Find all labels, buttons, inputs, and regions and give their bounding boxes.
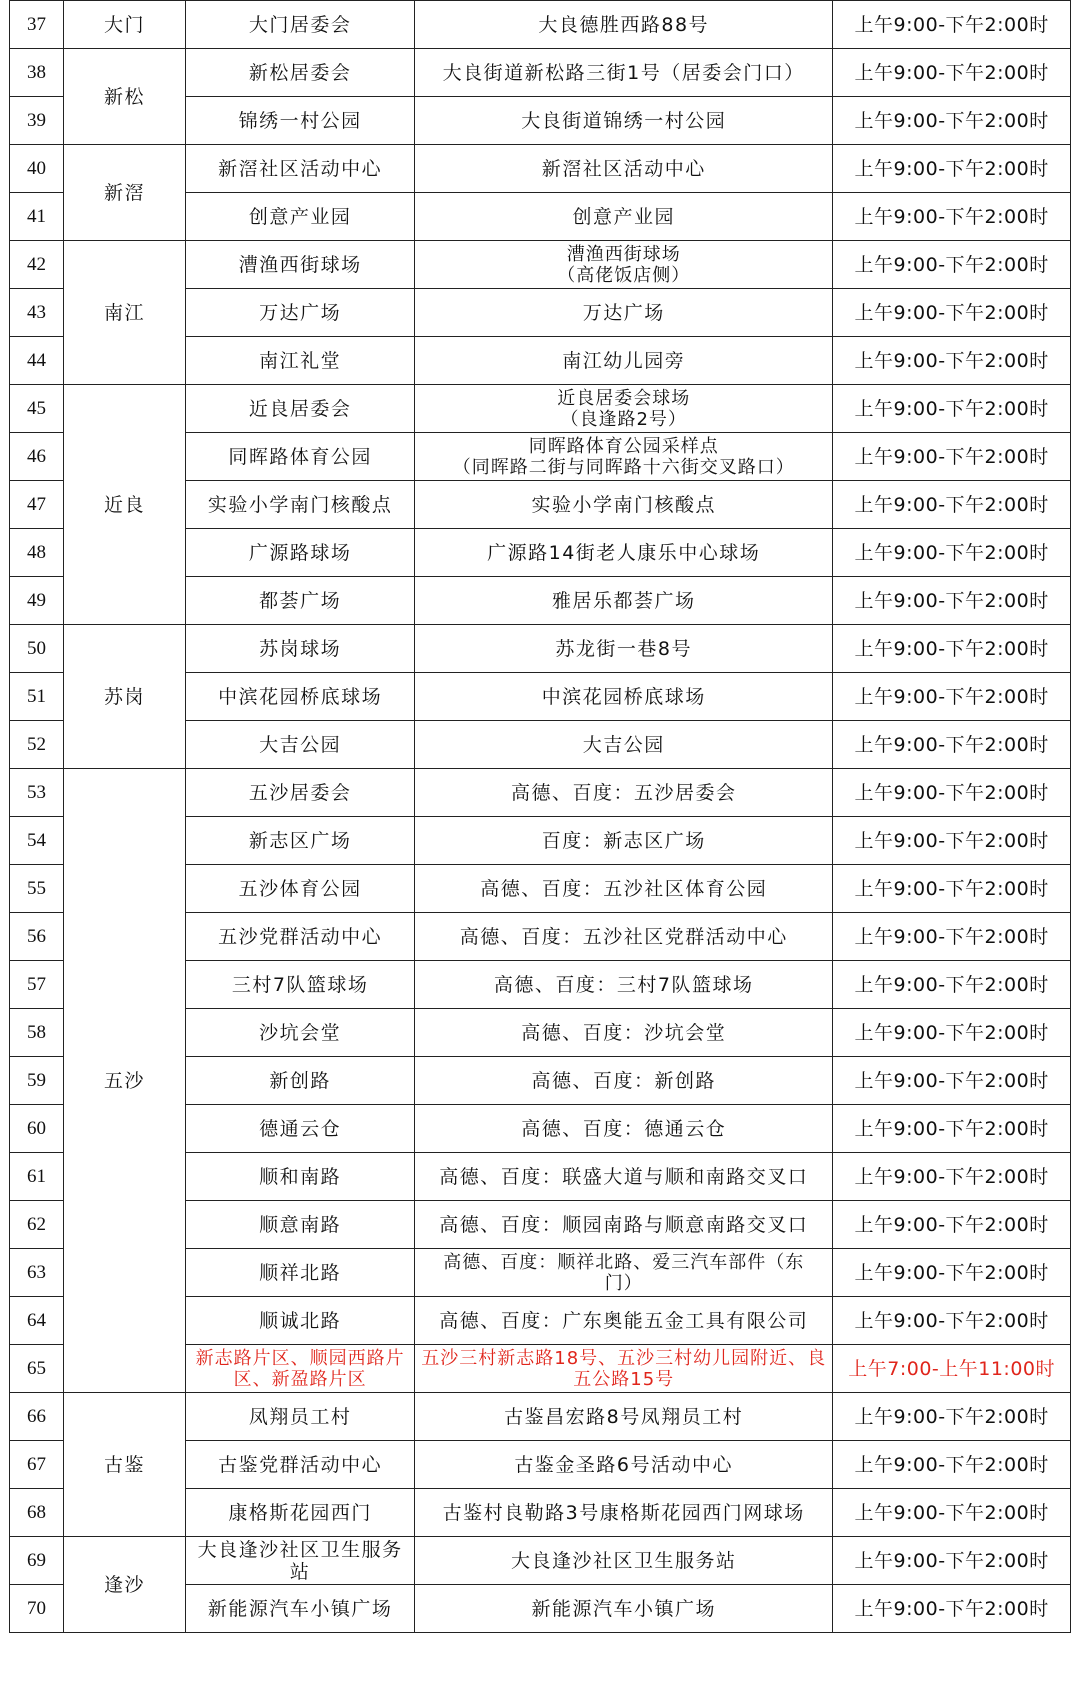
opening-hours-cell: 上午9:00-下午2:00时 <box>833 913 1071 961</box>
site-name-cell: 新志区广场 <box>186 817 415 865</box>
opening-hours-cell: 上午9:00-下午2:00时 <box>833 577 1071 625</box>
opening-hours-cell: 上午9:00-下午2:00时 <box>833 193 1071 241</box>
table-row <box>10 1 1071 49</box>
site-name-cell: 顺祥北路 <box>186 1249 415 1297</box>
table-row <box>10 1537 1071 1585</box>
site-address-cell <box>415 97 833 145</box>
row-number: 57 <box>10 961 64 1009</box>
opening-hours-cell: 上午9:00-下午2:00时 <box>833 1249 1071 1297</box>
address-line: 大良逢沙社区卫生服务站 <box>510 1549 737 1572</box>
area-cell: 古鉴 <box>64 1393 186 1537</box>
row-number: 65 <box>10 1345 64 1393</box>
row-number: 51 <box>10 673 64 721</box>
opening-hours-cell: 上午9:00-下午2:00时 <box>833 1441 1071 1489</box>
opening-hours-cell: 上午9:00-下午2:00时 <box>833 1009 1071 1057</box>
address-line: （高佬饭店侧） <box>557 264 691 286</box>
row-number: 62 <box>10 1201 64 1249</box>
opening-hours-cell: 上午9:00-下午2:00时 <box>833 673 1071 721</box>
area-cell: 逢沙 <box>64 1537 186 1633</box>
opening-hours-cell: 上午9:00-下午2:00时 <box>833 433 1071 481</box>
row-number: 53 <box>10 769 64 817</box>
site-name-cell: 德通云仓 <box>186 1105 415 1153</box>
row-number: 52 <box>10 721 64 769</box>
site-name-cell: 凤翔员工村 <box>186 1393 415 1441</box>
address-line: 高德、百度：顺园南路与顺意南路交叉口 <box>439 1213 809 1236</box>
opening-hours-cell: 上午9:00-下午2:00时 <box>833 1537 1071 1585</box>
address-line: 五沙三村新志路18号、五沙三村幼儿园附近、良五公路15号 <box>421 1347 827 1390</box>
address-line: 大良德胜西路88号 <box>538 13 710 36</box>
site-address-cell <box>415 481 833 529</box>
table-row <box>10 49 1071 97</box>
row-number: 56 <box>10 913 64 961</box>
address-line: 南江幼儿园旁 <box>562 349 686 372</box>
site-address-cell <box>415 1105 833 1153</box>
table-body <box>10 1 1071 1633</box>
area-cell: 新滘 <box>64 145 186 241</box>
row-number: 40 <box>10 145 64 193</box>
row-number: 54 <box>10 817 64 865</box>
site-address-cell <box>415 1393 833 1441</box>
opening-hours-cell: 上午9:00-下午2:00时 <box>833 1201 1071 1249</box>
site-name-cell: 广源路球场 <box>186 529 415 577</box>
table-row <box>10 769 1071 817</box>
address-line: 大良街道新松路三街1号（居委会门口） <box>442 61 805 84</box>
site-address-cell <box>415 913 833 961</box>
site-name-cell: 新创路 <box>186 1057 415 1105</box>
opening-hours-cell: 上午9:00-下午2:00时 <box>833 1585 1071 1633</box>
row-number: 64 <box>10 1297 64 1345</box>
row-number: 39 <box>10 97 64 145</box>
opening-hours-cell: 上午9:00-下午2:00时 <box>833 1 1071 49</box>
address-line: 百度：新志区广场 <box>541 829 706 852</box>
opening-hours-cell: 上午9:00-下午2:00时 <box>833 865 1071 913</box>
site-address-cell <box>415 1489 833 1537</box>
row-number: 60 <box>10 1105 64 1153</box>
site-address-cell <box>415 385 833 433</box>
row-number: 46 <box>10 433 64 481</box>
table-row <box>10 145 1071 193</box>
opening-hours-cell: 上午9:00-下午2:00时 <box>833 961 1071 1009</box>
opening-hours-cell: 上午9:00-下午2:00时 <box>833 1057 1071 1105</box>
site-address-cell <box>415 1057 833 1105</box>
site-address-cell <box>415 1297 833 1345</box>
area-cell: 五沙 <box>64 769 186 1393</box>
opening-hours-cell: 上午9:00-下午2:00时 <box>833 481 1071 529</box>
site-name-cell: 新志路片区、顺园西路片区、新盈路片区 <box>186 1345 415 1393</box>
site-name-cell: 漕渔西街球场 <box>186 241 415 289</box>
address-line: （同晖路二街与同晖路十六街交叉路口） <box>452 456 795 478</box>
address-line: 高德、百度：德通云仓 <box>521 1117 727 1140</box>
row-number: 45 <box>10 385 64 433</box>
address-line: 中滨花园桥底球场 <box>541 685 706 708</box>
address-line: 雅居乐都荟广场 <box>551 589 696 612</box>
address-line: 古鉴昌宏路8号凤翔员工村 <box>504 1405 744 1428</box>
opening-hours-cell: 上午9:00-下午2:00时 <box>833 625 1071 673</box>
opening-hours-cell: 上午9:00-下午2:00时 <box>833 1297 1071 1345</box>
site-address-cell <box>415 1345 833 1393</box>
site-name-cell: 同晖路体育公园 <box>186 433 415 481</box>
site-name-cell: 大吉公园 <box>186 721 415 769</box>
opening-hours-cell: 上午9:00-下午2:00时 <box>833 769 1071 817</box>
row-number: 50 <box>10 625 64 673</box>
address-line: 古鉴村良勒路3号康格斯花园西门网球场 <box>442 1501 805 1524</box>
site-address-cell <box>415 1009 833 1057</box>
site-address-cell <box>415 193 833 241</box>
opening-hours-cell: 上午9:00-下午2:00时 <box>833 1105 1071 1153</box>
opening-hours-cell: 上午7:00-上午11:00时 <box>833 1345 1071 1393</box>
address-line: 高德、百度：三村7队篮球场 <box>493 973 754 996</box>
row-number: 61 <box>10 1153 64 1201</box>
address-line: 门） <box>604 1272 643 1294</box>
site-address-cell <box>415 817 833 865</box>
site-name-cell: 大良逢沙社区卫生服务站 <box>186 1537 415 1585</box>
opening-hours-cell: 上午9:00-下午2:00时 <box>833 721 1071 769</box>
address-line: 高德、百度：顺祥北路、爱三汽车部件（东 <box>443 1251 805 1273</box>
site-name-cell: 创意产业园 <box>186 193 415 241</box>
row-number: 43 <box>10 289 64 337</box>
site-address-cell <box>415 673 833 721</box>
site-address-cell <box>415 961 833 1009</box>
site-name-cell: 中滨花园桥底球场 <box>186 673 415 721</box>
site-address-cell <box>415 1153 833 1201</box>
site-address-cell <box>415 145 833 193</box>
address-line: 同晖路体育公园采样点 <box>528 435 719 457</box>
site-name-cell: 顺和南路 <box>186 1153 415 1201</box>
opening-hours-cell: 上午9:00-下午2:00时 <box>833 289 1071 337</box>
site-address-cell <box>415 1585 833 1633</box>
site-address-cell <box>415 577 833 625</box>
site-address-cell <box>415 1441 833 1489</box>
site-address-cell <box>415 433 833 481</box>
opening-hours-cell: 上午9:00-下午2:00时 <box>833 145 1071 193</box>
site-address-cell <box>415 289 833 337</box>
row-number: 38 <box>10 49 64 97</box>
site-name-cell: 锦绣一村公园 <box>186 97 415 145</box>
table-row <box>10 241 1071 289</box>
site-name-cell: 新能源汽车小镇广场 <box>186 1585 415 1633</box>
site-name-cell: 沙坑会堂 <box>186 1009 415 1057</box>
row-number: 67 <box>10 1441 64 1489</box>
row-number: 47 <box>10 481 64 529</box>
site-address-cell <box>415 865 833 913</box>
row-number: 59 <box>10 1057 64 1105</box>
address-line: 高德、百度：沙坑会堂 <box>521 1021 727 1044</box>
opening-hours-cell: 上午9:00-下午2:00时 <box>833 337 1071 385</box>
address-line: （良逢路2号） <box>560 408 687 430</box>
site-name-cell: 南江礼堂 <box>186 337 415 385</box>
opening-hours-cell: 上午9:00-下午2:00时 <box>833 817 1071 865</box>
site-name-cell: 三村7队篮球场 <box>186 961 415 1009</box>
site-name-cell: 古鉴党群活动中心 <box>186 1441 415 1489</box>
address-line: 新滘社区活动中心 <box>541 157 706 180</box>
opening-hours-cell: 上午9:00-下午2:00时 <box>833 1489 1071 1537</box>
table-row <box>10 625 1071 673</box>
site-name-cell: 实验小学南门核酸点 <box>186 481 415 529</box>
site-address-cell <box>415 49 833 97</box>
address-line: 古鉴金圣路6号活动中心 <box>514 1453 733 1476</box>
address-line: 新能源汽车小镇广场 <box>531 1597 716 1620</box>
table-row <box>10 1393 1071 1441</box>
address-line: 高德、百度：五沙社区党群活动中心 <box>459 925 788 948</box>
site-name-cell: 大门居委会 <box>186 1 415 49</box>
site-name-cell: 五沙党群活动中心 <box>186 913 415 961</box>
row-number: 63 <box>10 1249 64 1297</box>
address-line: 高德、百度：新创路 <box>531 1069 716 1092</box>
opening-hours-cell: 上午9:00-下午2:00时 <box>833 49 1071 97</box>
site-name-cell: 近良居委会 <box>186 385 415 433</box>
address-line: 万达广场 <box>582 301 665 324</box>
site-name-cell: 康格斯花园西门 <box>186 1489 415 1537</box>
address-line: 近良居委会球场 <box>557 387 691 409</box>
site-address-cell <box>415 1537 833 1585</box>
address-line: 实验小学南门核酸点 <box>531 493 716 516</box>
site-name-cell: 都荟广场 <box>186 577 415 625</box>
address-line: 创意产业园 <box>572 205 675 228</box>
row-number: 42 <box>10 241 64 289</box>
site-address-cell <box>415 721 833 769</box>
opening-hours-cell: 上午9:00-下午2:00时 <box>833 385 1071 433</box>
row-number: 70 <box>10 1585 64 1633</box>
address-line: 大吉公园 <box>582 733 665 756</box>
opening-hours-cell: 上午9:00-下午2:00时 <box>833 1393 1071 1441</box>
address-line: 大良街道锦绣一村公园 <box>521 109 727 132</box>
row-number: 55 <box>10 865 64 913</box>
row-number: 37 <box>10 1 64 49</box>
site-name-cell: 五沙体育公园 <box>186 865 415 913</box>
address-line: 苏龙街一巷8号 <box>555 637 692 660</box>
site-address-cell <box>415 769 833 817</box>
area-cell: 新松 <box>64 49 186 145</box>
site-name-cell: 五沙居委会 <box>186 769 415 817</box>
site-address-cell <box>415 1201 833 1249</box>
site-name-cell: 苏岗球场 <box>186 625 415 673</box>
site-name-cell: 顺诚北路 <box>186 1297 415 1345</box>
area-cell: 大门 <box>64 1 186 49</box>
testing-sites-table <box>9 0 1071 1633</box>
area-cell: 近良 <box>64 385 186 625</box>
opening-hours-cell: 上午9:00-下午2:00时 <box>833 97 1071 145</box>
row-number: 41 <box>10 193 64 241</box>
site-address-cell <box>415 337 833 385</box>
address-line: 高德、百度：广东奥能五金工具有限公司 <box>439 1309 809 1332</box>
area-cell: 苏岗 <box>64 625 186 769</box>
site-address-cell <box>415 529 833 577</box>
site-address-cell <box>415 1249 833 1297</box>
address-line: 广源路14街老人康乐中心球场 <box>487 541 761 564</box>
site-name-cell: 新滘社区活动中心 <box>186 145 415 193</box>
row-number: 58 <box>10 1009 64 1057</box>
site-name-cell: 万达广场 <box>186 289 415 337</box>
opening-hours-cell: 上午9:00-下午2:00时 <box>833 1153 1071 1201</box>
site-name-cell: 顺意南路 <box>186 1201 415 1249</box>
row-number: 68 <box>10 1489 64 1537</box>
site-address-cell <box>415 1 833 49</box>
opening-hours-cell: 上午9:00-下午2:00时 <box>833 529 1071 577</box>
site-address-cell <box>415 241 833 289</box>
row-number: 49 <box>10 577 64 625</box>
opening-hours-cell: 上午9:00-下午2:00时 <box>833 241 1071 289</box>
row-number: 69 <box>10 1537 64 1585</box>
site-name-cell: 新松居委会 <box>186 49 415 97</box>
row-number: 44 <box>10 337 64 385</box>
address-line: 高德、百度：五沙社区体育公园 <box>480 877 768 900</box>
testing-sites-sheet <box>9 0 1071 1633</box>
address-line: 漕渔西街球场 <box>566 243 681 265</box>
address-line: 高德、百度：联盛大道与顺和南路交叉口 <box>439 1165 809 1188</box>
area-cell: 南江 <box>64 241 186 385</box>
row-number: 48 <box>10 529 64 577</box>
site-address-cell <box>415 625 833 673</box>
row-number: 66 <box>10 1393 64 1441</box>
table-row <box>10 385 1071 433</box>
address-line: 高德、百度：五沙居委会 <box>510 781 737 804</box>
